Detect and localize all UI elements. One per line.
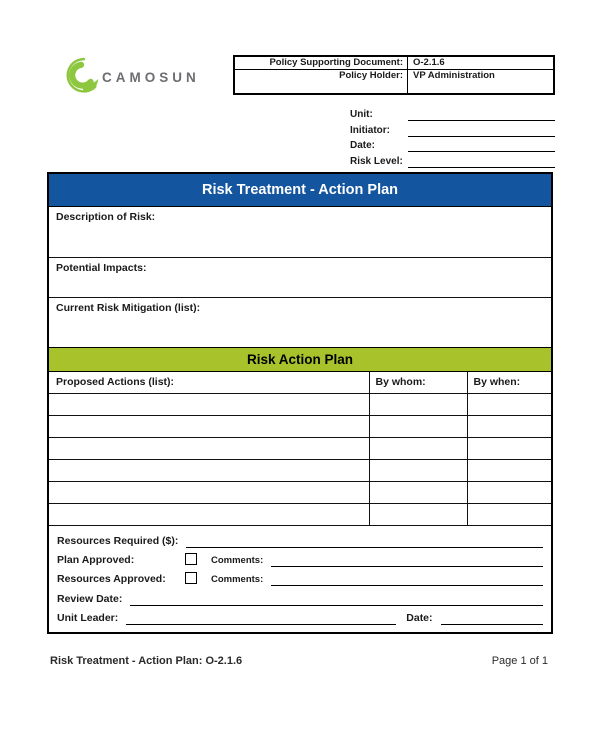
description-of-risk-label: Description of Risk:: [56, 211, 156, 223]
action-cell[interactable]: [49, 459, 369, 481]
risk-level-row: [350, 152, 555, 167]
resources-required-row: [57, 531, 543, 548]
form-title-bar: [49, 174, 551, 207]
resources-approved-row: [57, 569, 543, 586]
policy-box: [233, 55, 555, 95]
resources-approved-label: Resources Approved:: [57, 573, 166, 586]
risk-treatment-form: [47, 172, 553, 634]
action-row-5: [49, 481, 551, 503]
camosun-logo: [64, 56, 200, 106]
plan-approved-checkbox[interactable]: [185, 553, 197, 565]
by-when-cell[interactable]: [467, 393, 551, 415]
resources-required-line[interactable]: [186, 536, 543, 548]
by-whom-cell[interactable]: [369, 503, 467, 525]
resources-comments-line[interactable]: [271, 574, 543, 586]
by-when-cell[interactable]: [467, 437, 551, 459]
action-cell[interactable]: [49, 503, 369, 525]
by-when-header: By when:: [467, 372, 551, 393]
action-row-4: [49, 459, 551, 481]
by-whom-cell[interactable]: [369, 459, 467, 481]
risk-action-plan-header: [49, 347, 551, 372]
date-row: [350, 137, 555, 152]
resources-required-label: Resources Required ($):: [57, 534, 179, 547]
action-row-6: [49, 503, 551, 525]
action-cell[interactable]: [49, 415, 369, 437]
plan-approved-row: [57, 550, 543, 567]
action-row-1: [49, 393, 551, 415]
initiator-label: Initiator:: [350, 124, 390, 136]
action-row-3: [49, 437, 551, 459]
by-whom-cell[interactable]: [369, 437, 467, 459]
by-whom-cell[interactable]: [369, 481, 467, 503]
policy-doc-label: Policy Supporting Document:: [235, 57, 407, 70]
policy-holder-value: VP Administration: [407, 70, 553, 83]
logo-text: CAMOSUN: [102, 70, 200, 85]
footer-title: Risk Treatment - Action Plan: O-2.1.6: [50, 655, 243, 667]
by-whom-header: By whom:: [369, 372, 467, 393]
action-cell[interactable]: [49, 437, 369, 459]
meta-fields: [350, 106, 555, 168]
policy-doc-value: O-2.1.6: [407, 57, 553, 70]
initiator-input-line[interactable]: [408, 125, 555, 137]
plan-approved-label: Plan Approved:: [57, 554, 135, 566]
unit-row: [350, 106, 555, 121]
action-table-header-row: [49, 372, 551, 393]
action-plan-table: [49, 372, 551, 526]
by-when-cell[interactable]: [467, 503, 551, 525]
risk-level-input-line[interactable]: [408, 156, 555, 168]
footer-page-number: Page 1 of 1: [491, 655, 548, 667]
review-date-row: [57, 589, 543, 606]
risk-action-plan-title: Risk Action Plan: [246, 352, 354, 367]
page-footer: [50, 655, 548, 667]
policy-box-spacer-value: [407, 83, 553, 93]
policy-holder-label: Policy Holder:: [339, 70, 403, 81]
unit-input-line[interactable]: [408, 109, 555, 121]
by-whom-cell[interactable]: [369, 393, 467, 415]
potential-impacts-field[interactable]: [49, 258, 551, 298]
unit-leader-line[interactable]: [126, 613, 396, 625]
potential-impacts-label: Potential Impacts:: [56, 262, 147, 274]
resources-comments-label: Comments:: [211, 574, 264, 586]
by-whom-cell[interactable]: [369, 415, 467, 437]
unit-label: Unit:: [350, 109, 373, 121]
action-cell[interactable]: [49, 393, 369, 415]
description-of-risk-field[interactable]: [49, 207, 551, 258]
signature-date-line[interactable]: [441, 613, 543, 625]
plan-comments-line[interactable]: [271, 555, 543, 567]
review-date-label: Review Date:: [57, 592, 123, 605]
initiator-row: [350, 121, 555, 136]
action-row-2: [49, 415, 551, 437]
risk-level-label: Risk Level:: [350, 155, 403, 167]
unit-leader-label: Unit Leader:: [57, 611, 119, 624]
action-cell[interactable]: [49, 481, 369, 503]
by-when-cell[interactable]: [467, 481, 551, 503]
proposed-actions-header: Proposed Actions (list):: [49, 372, 369, 393]
current-risk-mitigation-field[interactable]: [49, 298, 551, 347]
plan-comments-label: Comments:: [211, 555, 264, 566]
resources-approved-checkbox[interactable]: [185, 572, 197, 584]
date-input-line[interactable]: [408, 140, 555, 152]
date-label: Date:: [350, 140, 376, 152]
review-date-line[interactable]: [130, 594, 543, 606]
policy-box-spacer: [235, 83, 407, 93]
logo-swoosh-icon: [64, 56, 102, 104]
form-title: Risk Treatment - Action Plan: [201, 182, 399, 198]
signature-date-label: Date:: [406, 611, 433, 624]
by-when-cell[interactable]: [467, 459, 551, 481]
by-when-cell[interactable]: [467, 415, 551, 437]
current-risk-mitigation-label: Current Risk Mitigation (list):: [56, 302, 201, 314]
approvals-section: [49, 526, 551, 633]
unit-leader-row: [57, 608, 543, 625]
